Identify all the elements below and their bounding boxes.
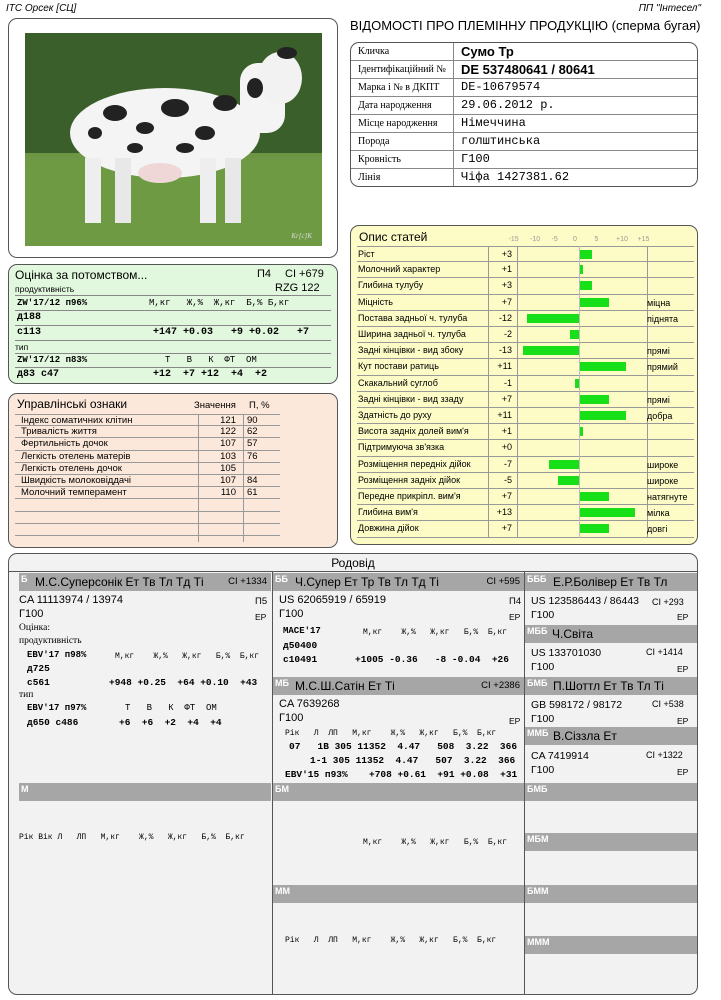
sire-tag: Б <box>21 574 28 584</box>
sdd-tag: БМБ <box>527 784 548 794</box>
progeny-prod-row2-label: с113 <box>17 327 42 338</box>
trait-name: Розміщення передніх дійок <box>358 458 471 469</box>
trait-scale-label: +10 <box>616 236 628 243</box>
identity-value: Г100 <box>461 152 490 166</box>
trait-row <box>357 408 694 424</box>
sss-id: US 123586443 / 86443 <box>531 595 640 607</box>
trait-name: Довжина дійок <box>358 523 419 534</box>
sire-sire-header <box>273 573 524 591</box>
trait-value: +7 <box>501 523 512 534</box>
trait-value: -7 <box>503 458 512 469</box>
traits-table <box>351 246 697 540</box>
sire-type-values: +6 +6 +2 +4 +4 <box>119 717 222 728</box>
sire-type-label: тип <box>19 690 34 700</box>
dss-tag: МББ <box>527 626 548 636</box>
dds-tag: ММБ <box>527 728 549 738</box>
management-row-empty <box>15 512 280 524</box>
management-row <box>15 451 280 463</box>
sire-sire-blood: Г100 <box>279 608 304 620</box>
traits-box <box>350 225 698 545</box>
trait-row <box>357 359 694 375</box>
trait-name: Підтримуюча зв'язка <box>358 442 445 453</box>
trait-value: +1 <box>501 264 512 275</box>
identity-label: Місце народження <box>351 115 454 133</box>
sire-dam-ci: CI +2386 <box>481 680 520 691</box>
ddd-header <box>525 936 698 954</box>
sire-prod-values: +948 +0.25 +64 +0.10 +43 <box>109 677 258 688</box>
sds-blood: Г100 <box>531 713 555 725</box>
trait-row <box>357 246 694 262</box>
sss-tag: БББ <box>527 574 547 584</box>
trait-value: +1 <box>501 426 512 437</box>
identity-label: Лінія <box>351 169 454 187</box>
identity-value: Сумо Тр <box>461 44 514 59</box>
dds-blood: Г100 <box>531 764 555 776</box>
dss-name: Ч.Світа <box>552 627 594 641</box>
management-col-value: Значення <box>194 400 236 411</box>
dam-sire-header <box>273 783 524 801</box>
trait-bar <box>570 330 579 339</box>
identity-row <box>351 169 697 187</box>
management-row-name: Фертильність дочок <box>21 438 108 450</box>
sire-est-label: Оцінка: <box>19 623 50 633</box>
management-row-value: 121 <box>220 415 236 426</box>
management-row-name: Легкість отелень дочок <box>21 462 122 474</box>
dss-ci: CI +1414 <box>646 647 683 657</box>
trait-scale-label: +15 <box>637 236 650 243</box>
identity-value: DE-10679574 <box>461 80 541 94</box>
ddd-tag: МММ <box>527 937 550 947</box>
trait-value: -1 <box>503 377 512 388</box>
identity-value: 29.06.2012 р. <box>461 98 555 112</box>
management-row-name: Швидкість молоковіддачі <box>21 475 132 486</box>
sds-tag: БМБ <box>527 678 548 688</box>
management-row-p: 76 <box>247 450 258 462</box>
trait-row <box>357 311 694 327</box>
sds-id: GB 598172 / 98172 <box>531 699 623 711</box>
management-row-p: 61 <box>247 487 258 499</box>
header-right: ПП "Інтесел" <box>638 3 701 14</box>
trait-name: Ріст <box>358 249 375 259</box>
trait-row <box>357 295 694 311</box>
management-row <box>15 475 280 487</box>
cow-illustration <box>25 33 322 246</box>
sire-prod-head: EBV'17 п98% <box>27 650 87 660</box>
trait-value: -5 <box>503 474 512 485</box>
sss-name: Е.Р.Болівер Ет Тв Тл <box>553 575 668 589</box>
management-row-value: 110 <box>220 487 236 499</box>
progeny-prod-row <box>15 326 331 341</box>
sire-type-head: EBV'17 п97% <box>27 703 87 713</box>
sire-dam-tag: МБ <box>275 678 289 688</box>
trait-name: Передне прикріпл. вим'я <box>358 491 461 501</box>
trait-desc: піднята <box>647 313 678 324</box>
sire-sire-ci: CI +595 <box>486 576 520 587</box>
trait-value: +13 <box>496 507 512 518</box>
trait-row <box>357 327 694 343</box>
trait-name: Ширина задньої ч. тулуба <box>358 329 466 339</box>
trait-row <box>357 278 694 294</box>
trait-value: +3 <box>501 249 512 259</box>
dsd-tag: МБМ <box>527 834 549 844</box>
management-row-value: 122 <box>220 426 236 438</box>
dss-blood: Г100 <box>531 661 555 673</box>
trait-name: Здатність до руху <box>358 410 432 420</box>
trait-value: +3 <box>501 280 512 291</box>
progeny-prod-row2-values: +147 +0.03 +9 +0.02 +7 <box>153 327 310 338</box>
management-row-name: Тривалість життя <box>21 426 97 438</box>
trait-desc: широке <box>647 475 679 486</box>
identity-label: Дата народження <box>351 97 454 115</box>
dam-sire-tag: БМ <box>275 784 289 794</box>
trait-bar <box>579 492 609 501</box>
sire-sire-p: П4 <box>509 596 522 607</box>
trait-value: -12 <box>498 312 512 323</box>
sire-sire-prod-values: +1005 -0.36 -8 -0.04 +26 <box>355 654 509 665</box>
management-row <box>15 414 280 426</box>
sire-dam-row1: 07 1В 305 11352 4.47 508 3.22 366 <box>289 741 518 752</box>
dss-header <box>525 625 698 643</box>
trait-row <box>357 505 694 521</box>
dds-header <box>525 727 698 745</box>
identity-label: Порода <box>351 133 454 151</box>
identity-value: DE 537480641 / 80641 <box>461 62 595 77</box>
sss-ep: ЕР <box>677 612 689 622</box>
trait-value: +7 <box>501 491 512 501</box>
management-row-p: 84 <box>247 475 258 486</box>
trait-row <box>357 262 694 278</box>
identity-row <box>351 79 697 97</box>
management-row-value: 107 <box>220 438 236 450</box>
sire-dam-row2: 1-1 305 11352 4.47 507 3.22 366 <box>310 755 516 766</box>
trait-bar <box>579 508 635 517</box>
traits-title: Опис статей <box>359 230 428 244</box>
identity-box <box>350 42 698 187</box>
progeny-prod-cols: М,кг Ж,% Ж,кг Б,% Б,кг <box>149 298 290 308</box>
management-row-empty <box>15 499 280 511</box>
sire-id: CA 11113974 / 13974 <box>19 594 123 606</box>
trait-bar <box>558 476 580 485</box>
progeny-type-row-label: д83 с47 <box>17 369 60 380</box>
management-row-name: Молочний темперамент <box>21 487 127 499</box>
sire-c: с561 <box>27 677 50 688</box>
dds-id: CA 7419914 <box>531 750 589 762</box>
dds-name: В.Сіззла Ет <box>553 729 617 743</box>
sire-sire-c: с10491 <box>283 654 318 665</box>
dam-dam-cols: Рік Л ЛП М,кг Ж,% Ж,кг Б,% Б,кг <box>285 936 497 945</box>
trait-scale-label: -5 <box>551 236 558 243</box>
trait-zero-line <box>579 246 580 538</box>
trait-desc: натягнуте <box>647 492 688 502</box>
trait-scale-label: 5 <box>594 236 599 243</box>
progeny-type-row-values: +12 +7 +12 +4 +2 <box>153 369 268 380</box>
sire-sire-name: Ч.Супер Ет Тр Тв Тл Тд Ті <box>295 575 439 589</box>
management-row-value: 103 <box>220 450 236 462</box>
trait-value: -2 <box>503 329 512 339</box>
sire-dam-header <box>273 677 524 695</box>
sdd2-tag: БММ <box>527 886 549 896</box>
management-row-p: 90 <box>247 415 258 426</box>
trait-row <box>357 376 694 392</box>
sire-dam-ebv-values: +708 +0.61 +91 +0.08 +31 <box>369 769 518 780</box>
page-title: ВІДОМОСТІ ПРО ПЛЕМІННУ ПРОДУКЦІЮ (сперма бугая) <box>350 18 701 33</box>
management-row <box>15 463 280 475</box>
progeny-type-head-row <box>15 353 331 368</box>
sire-dam-ep: ЕР <box>509 716 521 726</box>
dss-id: US 133701030 <box>531 647 602 659</box>
trait-desc: прямі <box>647 346 670 357</box>
sire-header <box>19 573 271 591</box>
identity-label: Кличка <box>351 43 454 61</box>
sdd2-header <box>525 885 698 903</box>
identity-value: Німеччина <box>461 116 526 130</box>
trait-scale-label: -15 <box>508 236 519 243</box>
sire-prod-cols: М,кг Ж,% Ж,кг Б,% Б,кг <box>115 652 260 661</box>
sire-dam-cols: Рік Л ЛП М,кг Ж,% Ж,кг Б,% Б,кг <box>285 729 497 738</box>
progeny-title: Оцінка за потомством... <box>15 268 148 282</box>
trait-scale-label: 0 <box>573 236 577 243</box>
trait-value: -13 <box>498 345 512 356</box>
trait-value: +11 <box>497 361 512 372</box>
trait-bar <box>579 411 626 420</box>
trait-name: Глибина вим'я <box>358 507 418 518</box>
header-left: ІТС Орсек [СЦ] <box>6 3 77 14</box>
management-col-p: П, % <box>249 400 270 411</box>
sds-header <box>525 677 698 695</box>
trait-value: +11 <box>497 410 512 420</box>
photo-watermark: Kr[c]K <box>291 232 312 240</box>
photo-box <box>8 18 338 258</box>
identity-row <box>351 61 697 79</box>
trait-name: Постава задньої ч. тулуба <box>358 312 468 323</box>
dam-sire-cols: М,кг Ж,% Ж,кг Б,% Б,кг <box>363 838 508 847</box>
progeny-prod-row <box>15 311 331 326</box>
identity-label: Ідентифікаційний № <box>351 61 454 79</box>
trait-bar <box>579 250 592 259</box>
sire-d: д725 <box>27 663 50 674</box>
progeny-prod-head: ZW'17/12 п96% <box>17 298 88 308</box>
trait-row <box>357 521 694 537</box>
trait-row <box>357 392 694 408</box>
trait-desc: добра <box>647 411 673 421</box>
trait-name: Висота задніх долей вим'я <box>358 426 469 437</box>
sds-ci: CI +538 <box>652 699 684 709</box>
trait-name: Задні кінцівки - вид збоку <box>358 345 464 356</box>
management-row <box>15 426 280 438</box>
identity-row <box>351 151 697 169</box>
trait-bar <box>579 395 609 404</box>
identity-label: Кровність <box>351 151 454 169</box>
trait-bar <box>579 362 626 371</box>
identity-row <box>351 43 697 61</box>
trait-name: Молочний характер <box>358 264 441 275</box>
trait-value: +7 <box>501 393 512 404</box>
identity-row <box>351 133 697 151</box>
management-row-name: Індекс соматичних клітин <box>21 415 133 426</box>
dam-tag: М <box>21 784 29 794</box>
trait-name: Глибина тулубу <box>358 280 424 291</box>
sire-dam-name: М.С.Ш.Сатін Ет Ті <box>295 679 395 693</box>
trait-desc: довгі <box>647 524 668 535</box>
management-row-value: 107 <box>220 475 236 486</box>
management-box <box>8 393 338 548</box>
sire-dam-ebv: EBV'15 п93% <box>285 769 348 780</box>
trait-bar <box>527 314 579 323</box>
management-table <box>9 414 337 544</box>
trait-value: +0 <box>501 442 512 453</box>
sire-sire-prod-cols: М,кг Ж,% Ж,кг Б,% Б,кг <box>363 628 508 637</box>
trait-row <box>357 343 694 359</box>
sire-name: М.С.Суперсонік Ет Тв Тл Тд Ті <box>35 575 204 589</box>
management-row <box>15 487 280 499</box>
sire-type-cols: Т В К ФТ ОМ <box>125 703 217 713</box>
trait-bar <box>579 298 609 307</box>
progeny-type-row <box>15 368 331 383</box>
trait-row <box>357 424 694 440</box>
trait-desc: мілка <box>647 508 670 519</box>
sds-ep: ЕР <box>677 716 689 726</box>
trait-desc: прямий <box>647 362 678 373</box>
progeny-type-label: тип <box>15 342 29 352</box>
progeny-p: П4 <box>257 268 272 280</box>
sire-sire-ep: ЕР <box>509 612 521 622</box>
trait-name: Задні кінцівки - вид ззаду <box>358 393 464 404</box>
traits-scale <box>351 236 697 246</box>
management-row-empty <box>15 524 280 536</box>
identity-table <box>351 43 697 186</box>
sire-type-row-label: д650 с486 <box>27 717 79 728</box>
trait-name: Кут постави ратиць <box>358 361 439 372</box>
dam-header <box>19 783 271 801</box>
sdd-header <box>525 783 698 801</box>
dam-dam-header <box>273 885 524 903</box>
trait-name: Скакальний суглоб <box>358 377 438 388</box>
trait-bar <box>549 460 579 469</box>
sire-prod-label: продуктивність <box>19 636 82 646</box>
trait-desc: прямі <box>647 394 670 405</box>
sire-blood: Г100 <box>19 608 44 620</box>
progeny-type-cols: Т В К ФТ ОМ <box>165 355 257 365</box>
dss-ep: ЕР <box>677 664 689 674</box>
trait-desc: широке <box>647 459 679 470</box>
trait-value: +7 <box>501 296 512 307</box>
trait-bar <box>523 346 579 355</box>
progeny-prod-row1: д188 <box>17 312 42 323</box>
trait-bar <box>579 524 609 533</box>
trait-desc: міцна <box>647 297 671 308</box>
sire-dam-blood: Г100 <box>279 712 304 724</box>
sire-sire-id: US 62065919 / 65919 <box>279 594 387 606</box>
sire-ci: CI +1334 <box>228 576 267 587</box>
identity-row <box>351 97 697 115</box>
management-row-p: 57 <box>247 438 258 450</box>
management-row-value: 105 <box>220 462 236 474</box>
dds-ci: CI +1322 <box>646 750 683 760</box>
sss-ci: CI +293 <box>652 597 684 607</box>
identity-value: Чіфа 1427381.62 <box>461 170 570 184</box>
sss-header <box>525 573 698 591</box>
dsd-header <box>525 833 698 851</box>
management-row-name: Легкість отелень матерів <box>21 450 131 462</box>
pedigree-box <box>8 553 698 995</box>
management-row <box>15 438 280 450</box>
cow-photo <box>25 33 322 246</box>
identity-row <box>351 115 697 133</box>
management-row-p: 62 <box>247 426 258 438</box>
progeny-prod-label: продуктивність <box>15 284 75 294</box>
dds-ep: ЕР <box>677 767 689 777</box>
trait-bar <box>579 281 592 290</box>
dam-cols: Рік Вік Л ЛП М,кг Ж,% Ж,кг Б,% Б,кг <box>19 833 245 842</box>
identity-value: голштинська <box>461 134 541 148</box>
trait-name: Розміщення задніх дійок <box>358 474 461 485</box>
dam-dam-tag: ММ <box>275 886 290 896</box>
sss-blood: Г100 <box>531 609 555 621</box>
management-title: Управлінські ознаки <box>17 397 128 411</box>
sire-ep: ЕР <box>255 612 267 622</box>
pedigree-title: Родовід <box>331 556 375 570</box>
trait-scale-label: -10 <box>530 236 541 243</box>
progeny-rzg: RZG 122 <box>275 282 320 294</box>
sire-p: П5 <box>255 596 268 607</box>
progeny-ci: CI +679 <box>285 268 324 280</box>
identity-label: Марка і № в ДКПТ <box>351 79 454 97</box>
sire-sire-prod-head: MACE'17 <box>283 626 321 636</box>
sire-sire-tag: ББ <box>275 574 288 584</box>
progeny-prod-head-row <box>15 295 331 311</box>
trait-row <box>357 457 694 473</box>
progeny-type-head: ZW'17/12 п83% <box>17 355 88 365</box>
trait-row <box>357 473 694 489</box>
trait-name: Міцність <box>358 296 393 307</box>
trait-row <box>357 440 694 456</box>
trait-row <box>357 489 694 505</box>
sds-name: П.Шоттл Ет Тв Тл Ті <box>553 679 664 693</box>
progeny-box <box>8 264 338 384</box>
sire-sire-d: д50400 <box>283 640 318 651</box>
sire-dam-id: CA 7639268 <box>279 698 340 710</box>
